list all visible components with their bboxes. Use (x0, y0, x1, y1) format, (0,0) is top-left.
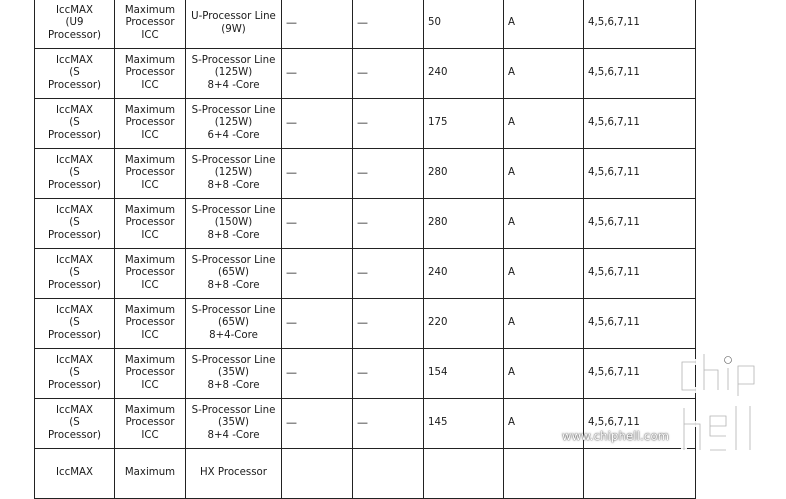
symbol-cell-line: IccMAX (56, 204, 93, 216)
typ-cell-value: — (357, 265, 368, 279)
parameter-cell-line: ICC (141, 429, 159, 441)
symbol-cell (35, 199, 115, 249)
typ-cell (353, 449, 424, 499)
typ-cell-value: — (357, 15, 368, 29)
notes-cell (584, 349, 696, 399)
max-cell (424, 299, 504, 349)
min-cell (282, 249, 353, 299)
segment-cell (186, 49, 282, 99)
parameter-cell (115, 0, 186, 49)
unit-cell (504, 249, 584, 299)
parameter-cell-line: Processor (125, 67, 175, 79)
parameter-cell-line: Maximum (124, 254, 176, 266)
typ-cell (353, 249, 424, 299)
symbol-cell-line: (S (69, 167, 80, 179)
symbol-cell-line: IccMAX (56, 404, 93, 416)
notes-cell-value: 4,5,6,7,11 (588, 117, 640, 129)
segment-cell-line: (9W) (221, 23, 246, 35)
parameter-cell-line: Maximum (124, 204, 176, 216)
segment-cell-line: S-Processor Line (191, 104, 276, 116)
min-cell-value: — (286, 165, 297, 179)
table-row (35, 249, 696, 299)
symbol-cell-line: IccMAX (56, 354, 93, 366)
segment-cell (186, 0, 282, 49)
parameter-cell-line: Maximum (124, 54, 176, 66)
table-row (35, 199, 696, 249)
unit-cell-value: A (508, 367, 515, 379)
parameter-cell-line: ICC (141, 329, 159, 341)
segment-cell (186, 349, 282, 399)
parameter-cell-line: Processor (125, 17, 175, 29)
unit-cell (504, 0, 584, 49)
parameter-cell-line: Maximum (124, 354, 176, 366)
typ-cell-value: — (357, 415, 368, 429)
min-cell-value: — (286, 315, 297, 329)
parameter-cell-line: ICC (141, 229, 159, 241)
segment-cell-line: 8+8 -Core (207, 379, 260, 391)
symbol-cell-line: IccMAX (56, 467, 93, 479)
table-row (35, 149, 696, 199)
table-row (35, 0, 696, 49)
max-cell (424, 99, 504, 149)
max-cell-value: 240 (428, 67, 448, 79)
table-row (35, 349, 696, 399)
parameter-cell (115, 449, 186, 499)
symbol-cell-line: (S (69, 417, 80, 429)
segment-cell-line: S-Processor Line (191, 204, 276, 216)
max-cell-value: 50 (428, 17, 441, 29)
typ-cell-value: — (357, 65, 368, 79)
parameter-cell-line: Maximum (124, 404, 176, 416)
segment-cell-line: (125W) (214, 67, 253, 79)
segment-cell (186, 249, 282, 299)
unit-cell (504, 149, 584, 199)
segment-cell-line: (125W) (214, 117, 253, 129)
parameter-cell-line: ICC (141, 179, 159, 191)
min-cell (282, 199, 353, 249)
max-cell (424, 149, 504, 199)
symbol-cell-line: (S (69, 67, 80, 79)
notes-cell (584, 0, 696, 49)
notes-cell (584, 299, 696, 349)
typ-cell-value: — (357, 215, 368, 229)
parameter-cell (115, 249, 186, 299)
parameter-cell-line: Processor (125, 417, 175, 429)
typ-cell (353, 0, 424, 49)
notes-cell-value: 4,5,6,7,11 (588, 167, 640, 179)
parameter-cell (115, 399, 186, 449)
segment-cell-line: S-Processor Line (191, 154, 276, 166)
symbol-cell (35, 449, 115, 499)
parameter-cell-line: ICC (141, 279, 159, 291)
parameter-cell-line: Maximum (124, 104, 176, 116)
table-row (35, 49, 696, 99)
parameter-cell-line: Maximum (124, 154, 176, 166)
table-row (35, 299, 696, 349)
symbol-cell (35, 249, 115, 299)
notes-cell-value: 4,5,6,7,11 (588, 317, 640, 329)
max-cell (424, 349, 504, 399)
min-cell (282, 149, 353, 199)
symbol-cell (35, 49, 115, 99)
typ-cell-value: — (357, 315, 368, 329)
max-cell (424, 449, 504, 499)
segment-cell (186, 199, 282, 249)
max-cell (424, 49, 504, 99)
min-cell (282, 449, 353, 499)
segment-cell (186, 99, 282, 149)
min-cell-value: — (286, 115, 297, 129)
max-cell (424, 399, 504, 449)
symbol-cell-line: (S (69, 217, 80, 229)
symbol-cell-line: Processor) (47, 29, 102, 41)
min-cell-value: — (286, 215, 297, 229)
max-cell-value: 280 (428, 217, 448, 229)
parameter-cell-line: Processor (125, 117, 175, 129)
symbol-cell-line: Processor) (47, 79, 102, 91)
segment-cell (186, 149, 282, 199)
max-cell (424, 199, 504, 249)
segment-cell-line: U-Processor Line (191, 10, 276, 22)
parameter-cell-line: Processor (125, 367, 175, 379)
unit-cell-value: A (508, 217, 515, 229)
parameter-cell (115, 199, 186, 249)
notes-cell-value: 4,5,6,7,11 (588, 217, 640, 229)
segment-cell-line: S-Processor Line (191, 54, 276, 66)
segment-cell-line: 8+8 -Core (207, 279, 260, 291)
min-cell (282, 0, 353, 49)
notes-cell (584, 149, 696, 199)
notes-cell (584, 49, 696, 99)
table-row (35, 99, 696, 149)
unit-cell (504, 99, 584, 149)
symbol-cell-line: (S (69, 117, 80, 129)
segment-cell-line: 8+4 -Core (207, 79, 260, 91)
typ-cell-value: — (357, 165, 368, 179)
segment-cell-line: (35W) (218, 367, 249, 379)
unit-cell (504, 199, 584, 249)
segment-cell-line: (150W) (214, 217, 253, 229)
icc-max-spec-table (34, 0, 696, 499)
typ-cell (353, 49, 424, 99)
symbol-cell-line: (S (69, 267, 80, 279)
max-cell-value: 145 (428, 417, 448, 429)
segment-cell-line: (65W) (218, 317, 249, 329)
notes-cell (584, 249, 696, 299)
unit-cell-value: A (508, 317, 515, 329)
watermark-url: www.chiphell.com (562, 429, 670, 443)
unit-cell-value: A (508, 17, 515, 29)
notes-cell-value: 4,5,6,7,11 (588, 17, 640, 29)
parameter-cell (115, 149, 186, 199)
notes-cell (584, 99, 696, 149)
max-cell-value: 220 (428, 317, 448, 329)
parameter-cell (115, 299, 186, 349)
symbol-cell-line: IccMAX (56, 54, 93, 66)
segment-cell (186, 299, 282, 349)
max-cell-value: 240 (428, 267, 448, 279)
unit-cell (504, 349, 584, 399)
typ-cell (353, 99, 424, 149)
typ-cell-value: — (357, 365, 368, 379)
unit-cell-value: A (508, 267, 515, 279)
symbol-cell-line: Processor) (47, 179, 102, 191)
unit-cell-value: A (508, 417, 515, 429)
symbol-cell-line: Processor) (47, 129, 102, 141)
symbol-cell-line: IccMAX (56, 4, 93, 16)
max-cell-value: 154 (428, 367, 448, 379)
unit-cell (504, 449, 584, 499)
table-body (35, 0, 696, 499)
segment-cell-line: 6+4 -Core (207, 129, 260, 141)
symbol-cell (35, 349, 115, 399)
parameter-cell-line: ICC (141, 379, 159, 391)
symbol-cell (35, 149, 115, 199)
symbol-cell (35, 399, 115, 449)
segment-cell-line: S-Processor Line (191, 404, 276, 416)
symbol-cell (35, 299, 115, 349)
symbol-cell-line: Processor) (47, 329, 102, 341)
segment-cell-line: (35W) (218, 417, 249, 429)
unit-cell-value: A (508, 167, 515, 179)
max-cell (424, 249, 504, 299)
symbol-cell-line: Processor) (47, 379, 102, 391)
typ-cell (353, 349, 424, 399)
parameter-cell-line: ICC (141, 29, 159, 41)
segment-cell-line: 8+8 -Core (207, 179, 260, 191)
typ-cell-value: — (357, 115, 368, 129)
min-cell-value: — (286, 15, 297, 29)
table-row (35, 449, 696, 499)
symbol-cell-line: (S (69, 367, 80, 379)
symbol-cell-line: Processor) (47, 429, 102, 441)
parameter-cell-line: Processor (125, 167, 175, 179)
min-cell-value: — (286, 365, 297, 379)
min-cell (282, 49, 353, 99)
unit-cell-value: A (508, 117, 515, 129)
symbol-cell-line: IccMAX (56, 154, 93, 166)
max-cell-value: 175 (428, 117, 448, 129)
parameter-cell (115, 349, 186, 399)
min-cell-value: — (286, 265, 297, 279)
symbol-cell-line: Processor) (47, 279, 102, 291)
max-cell-value: 280 (428, 167, 448, 179)
min-cell-value: — (286, 415, 297, 429)
symbol-cell-line: IccMAX (56, 304, 93, 316)
symbol-cell-line: (U9 (65, 17, 84, 29)
min-cell (282, 349, 353, 399)
segment-cell-line: 8+8 -Core (207, 229, 260, 241)
typ-cell (353, 399, 424, 449)
segment-cell-line: HX Processor (200, 467, 267, 479)
parameter-cell (115, 99, 186, 149)
parameter-cell-line: Maximum (124, 304, 176, 316)
parameter-cell (115, 49, 186, 99)
symbol-cell-line: (S (69, 317, 80, 329)
segment-cell (186, 399, 282, 449)
unit-cell-value: A (508, 67, 515, 79)
unit-cell (504, 49, 584, 99)
parameter-cell-line: ICC (141, 79, 159, 91)
segment-cell (186, 449, 282, 499)
parameter-cell-line: Maximum (124, 467, 176, 479)
symbol-cell-line: Processor) (47, 229, 102, 241)
typ-cell (353, 149, 424, 199)
segment-cell-line: (65W) (218, 267, 249, 279)
segment-cell-line: (125W) (214, 167, 253, 179)
segment-cell-line: 8+4 -Core (207, 429, 260, 441)
segment-cell-line: S-Processor Line (191, 254, 276, 266)
unit-cell (504, 299, 584, 349)
min-cell (282, 299, 353, 349)
typ-cell (353, 199, 424, 249)
parameter-cell-line: Processor (125, 317, 175, 329)
max-cell (424, 0, 504, 49)
segment-cell-line: S-Processor Line (191, 304, 276, 316)
min-cell-value: — (286, 65, 297, 79)
parameter-cell-line: Maximum (124, 4, 176, 16)
parameter-cell-line: ICC (141, 129, 159, 141)
notes-cell (584, 449, 696, 499)
min-cell (282, 99, 353, 149)
parameter-cell-line: Processor (125, 217, 175, 229)
min-cell (282, 399, 353, 449)
notes-cell-value: 4,5,6,7,11 (588, 417, 640, 429)
symbol-cell (35, 99, 115, 149)
symbol-cell (35, 0, 115, 49)
notes-cell-value: 4,5,6,7,11 (588, 67, 640, 79)
notes-cell-value: 4,5,6,7,11 (588, 267, 640, 279)
segment-cell-line: 8+4-Core (209, 329, 258, 341)
notes-cell (584, 199, 696, 249)
segment-cell-line: S-Processor Line (191, 354, 276, 366)
symbol-cell-line: IccMAX (56, 254, 93, 266)
parameter-cell-line: Processor (125, 267, 175, 279)
notes-cell-value: 4,5,6,7,11 (588, 367, 640, 379)
symbol-cell-line: IccMAX (56, 104, 93, 116)
typ-cell (353, 299, 424, 349)
